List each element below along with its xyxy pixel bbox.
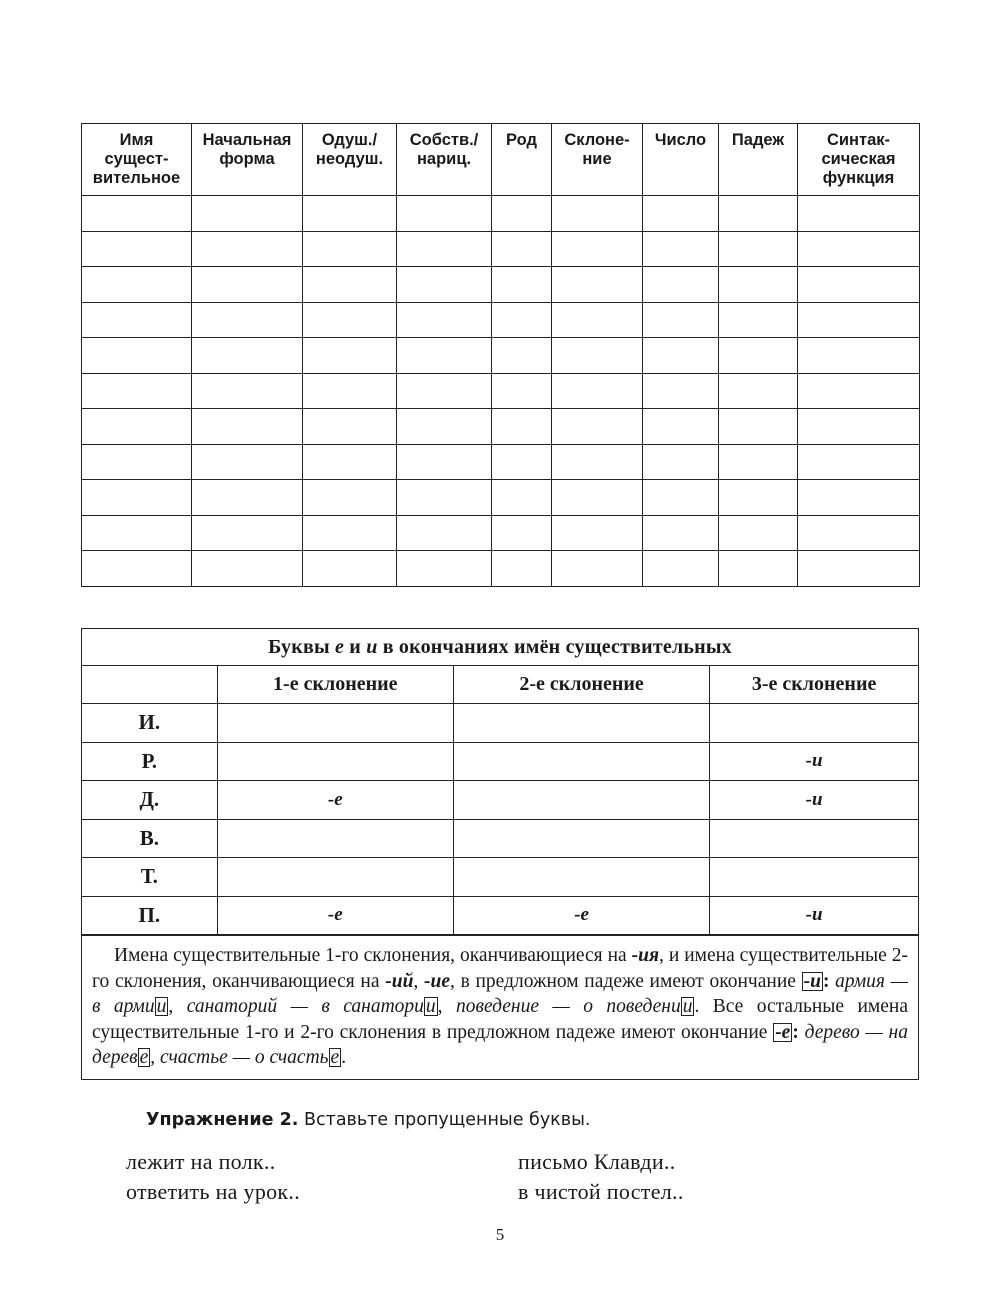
empty-cell	[492, 480, 552, 516]
empty-cell	[798, 373, 920, 409]
ending-cell: -е	[453, 896, 709, 935]
table-row	[82, 444, 920, 480]
empty-cell	[303, 480, 397, 516]
empty-cell	[643, 196, 719, 232]
empty-cell	[397, 373, 492, 409]
empty-cell	[643, 480, 719, 516]
column-header: Собств./ нариц.	[397, 124, 492, 196]
case-label: И.	[82, 704, 217, 743]
empty-cell	[492, 267, 552, 303]
empty-cell	[192, 267, 303, 303]
ending-cell	[453, 742, 709, 781]
declension-1-header: 1-е склонение	[217, 666, 453, 704]
column-header: Синтак- сическая функция	[798, 124, 920, 196]
empty-cell	[303, 267, 397, 303]
noun-analysis-table	[81, 123, 920, 587]
case-label: Р.	[82, 742, 217, 781]
ending-cell	[710, 819, 918, 858]
table-row	[82, 480, 920, 516]
table-row	[82, 781, 918, 820]
ending-box: -и	[803, 970, 821, 992]
empty-cell	[798, 196, 920, 232]
ending-cell	[217, 858, 453, 897]
exercise-item: лежит на полк..	[126, 1149, 276, 1174]
empty-cell	[798, 409, 920, 445]
empty-cell	[303, 231, 397, 267]
empty-cell	[192, 302, 303, 338]
empty-cell	[643, 444, 719, 480]
empty-cell	[492, 302, 552, 338]
column-header: Склоне- ние	[552, 124, 643, 196]
table-row	[82, 196, 920, 232]
empty-cell	[82, 551, 192, 587]
empty-cell	[798, 338, 920, 374]
empty-cell	[492, 444, 552, 480]
empty-cell	[303, 373, 397, 409]
empty-cell	[82, 231, 192, 267]
empty-cell	[552, 267, 643, 303]
empty-cell	[82, 373, 192, 409]
empty-cell	[303, 444, 397, 480]
empty-cell	[719, 267, 798, 303]
empty-cell	[82, 515, 192, 551]
empty-cell	[492, 515, 552, 551]
empty-cell	[643, 338, 719, 374]
empty-cell	[492, 551, 552, 587]
empty-cell	[552, 231, 643, 267]
empty-cell	[643, 409, 719, 445]
empty-cell	[192, 373, 303, 409]
empty-cell	[397, 231, 492, 267]
table-row	[82, 704, 918, 743]
empty-cell	[192, 231, 303, 267]
endings-rule-box	[81, 628, 919, 1080]
empty-cell	[719, 480, 798, 516]
table-row	[82, 858, 918, 897]
empty-cell	[552, 480, 643, 516]
case-label: П.	[82, 896, 217, 935]
empty-cell	[492, 338, 552, 374]
empty-cell	[552, 196, 643, 232]
empty-cell	[643, 302, 719, 338]
empty-cell	[552, 515, 643, 551]
empty-cell	[397, 302, 492, 338]
empty-cell	[552, 302, 643, 338]
empty-cell	[552, 409, 643, 445]
empty-cell	[719, 515, 798, 551]
empty-cell	[492, 409, 552, 445]
empty-cell	[719, 444, 798, 480]
ending-box: -е	[775, 1021, 791, 1043]
empty-cell	[397, 409, 492, 445]
ending-cell	[217, 704, 453, 743]
empty-cell	[719, 302, 798, 338]
table-row	[82, 742, 918, 781]
empty-cell	[798, 267, 920, 303]
empty-cell	[397, 551, 492, 587]
declension-2-header: 2-е склонение	[453, 666, 709, 704]
ending-cell	[710, 858, 918, 897]
empty-cell	[492, 373, 552, 409]
empty-cell	[798, 480, 920, 516]
empty-cell	[719, 373, 798, 409]
empty-cell	[719, 338, 798, 374]
ending-cell: -и	[710, 896, 918, 935]
ending-cell: -е	[217, 781, 453, 820]
empty-cell	[798, 444, 920, 480]
empty-cell	[552, 551, 643, 587]
empty-cell	[492, 231, 552, 267]
empty-cell	[798, 231, 920, 267]
column-header: Имя сущест- вительное	[82, 124, 192, 196]
case-label: Д.	[82, 781, 217, 820]
endings-table-title: Буквы е и и в окончаниях имён существительных	[82, 629, 918, 666]
empty-header-cell	[82, 666, 217, 704]
empty-cell	[397, 480, 492, 516]
empty-cell	[303, 338, 397, 374]
column-header: Род	[492, 124, 552, 196]
empty-cell	[303, 409, 397, 445]
empty-cell	[643, 231, 719, 267]
empty-cell	[552, 444, 643, 480]
table-row	[82, 267, 920, 303]
empty-cell	[303, 196, 397, 232]
ending-cell	[453, 781, 709, 820]
ending-cell	[453, 858, 709, 897]
exercise-item: ответить на урок..	[126, 1179, 301, 1204]
table-row	[82, 373, 920, 409]
empty-cell	[643, 373, 719, 409]
ending-cell: -и	[710, 781, 918, 820]
empty-cell	[552, 373, 643, 409]
empty-cell	[798, 515, 920, 551]
empty-cell	[82, 480, 192, 516]
table-row	[82, 819, 918, 858]
case-label: В.	[82, 819, 217, 858]
empty-cell	[719, 196, 798, 232]
table-header-row	[82, 124, 920, 196]
page-number: 5	[495, 1225, 505, 1244]
ending-cell: -и	[710, 742, 918, 781]
ending-box: и	[156, 996, 167, 1017]
table-row	[82, 338, 920, 374]
column-header: Одуш./ неодуш.	[303, 124, 397, 196]
empty-cell	[82, 409, 192, 445]
empty-cell	[492, 196, 552, 232]
empty-cell	[82, 302, 192, 338]
ending-cell: -е	[217, 896, 453, 935]
empty-cell	[798, 551, 920, 587]
exercise-title: Упражнение 2. Вставьте пропущенные буквы.	[146, 1110, 591, 1130]
empty-cell	[192, 338, 303, 374]
empty-cell	[192, 515, 303, 551]
empty-cell	[192, 444, 303, 480]
ending-cell	[217, 819, 453, 858]
empty-cell	[643, 267, 719, 303]
empty-cell	[192, 551, 303, 587]
empty-cell	[192, 409, 303, 445]
table-row	[82, 896, 918, 935]
ending-box: е	[139, 1047, 149, 1068]
empty-cell	[552, 338, 643, 374]
empty-cell	[719, 409, 798, 445]
ending-cell	[217, 742, 453, 781]
table-row	[82, 515, 920, 551]
ending-cell	[453, 819, 709, 858]
ending-box: и	[425, 996, 436, 1017]
empty-cell	[303, 302, 397, 338]
exercise-item: в чистой постел..	[518, 1179, 684, 1204]
table-body	[82, 196, 920, 587]
ending-box: и	[682, 996, 693, 1017]
empty-cell	[192, 480, 303, 516]
rule-text: Имена существительные 1-го склонения, оканчивающиеся на -ия, и имена существительные 2-го склонения, оканчивающиеся на -ий, -ие, в предложном падеже имеют окончание -и : армия — в арми и , санаторий — в санатори и , поведение — о поведени и . Все остальные имена существительные 1-го и 2-го склонения в предложном падеже имеют окончание -е : дерево — на дерев е , счастье — о счасть е .	[82, 935, 918, 1079]
empty-cell	[82, 267, 192, 303]
table-row	[82, 231, 920, 267]
empty-cell	[82, 338, 192, 374]
declension-header-row	[82, 666, 918, 704]
empty-cell	[798, 302, 920, 338]
exercise-item: письмо Клавди..	[518, 1149, 676, 1174]
empty-cell	[303, 515, 397, 551]
empty-cell	[397, 515, 492, 551]
column-header: Число	[643, 124, 719, 196]
ending-box: е	[330, 1047, 340, 1068]
empty-cell	[303, 551, 397, 587]
table-row	[82, 302, 920, 338]
case-label: Т.	[82, 858, 217, 897]
empty-cell	[719, 551, 798, 587]
column-header: Начальная форма	[192, 124, 303, 196]
empty-cell	[397, 444, 492, 480]
empty-cell	[82, 444, 192, 480]
ending-cell	[453, 704, 709, 743]
empty-cell	[397, 196, 492, 232]
empty-cell	[397, 267, 492, 303]
empty-cell	[397, 338, 492, 374]
table-row	[82, 551, 920, 587]
column-header: Падеж	[719, 124, 798, 196]
endings-table	[82, 629, 918, 935]
ending-cell	[710, 704, 918, 743]
empty-cell	[643, 551, 719, 587]
declension-3-header: 3-е склонение	[710, 666, 918, 704]
table-row	[82, 409, 920, 445]
empty-cell	[192, 196, 303, 232]
empty-cell	[719, 231, 798, 267]
empty-cell	[643, 515, 719, 551]
empty-cell	[82, 196, 192, 232]
